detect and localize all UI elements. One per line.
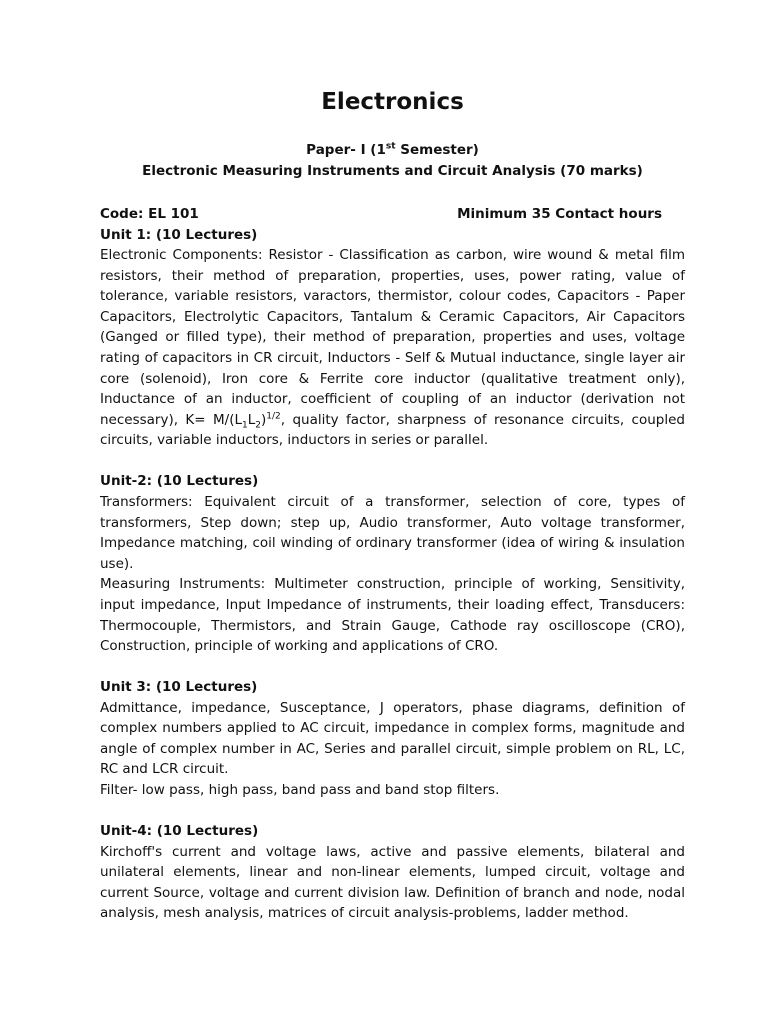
formula-sub-2: 2 — [255, 420, 261, 431]
unit-4-circuit-laws: Kirchoff's current and voltage laws, active and passive elements, bilateral and unilateral elements, linear and non-linear elements, lumped circuit, voltage and current Source, voltage and current division law. Definition of branch and node, nodal analysis, mesh analysis, matrices of circuit analysis-problems, ladder method. — [100, 843, 685, 922]
page-title: Electronics — [321, 89, 464, 115]
formula-close: ) — [260, 411, 267, 428]
paper-ordinal-sup: st — [385, 141, 396, 152]
paper-suffix: Semester) — [395, 142, 479, 158]
code-row — [100, 204, 685, 225]
contact-hours: Minimum 35 Contact hours — [457, 206, 662, 222]
unit-1-section — [100, 225, 685, 451]
unit-1-heading: Unit 1: (10 Lectures) — [100, 226, 258, 243]
formula-mid: L — [247, 411, 256, 428]
paper-prefix: Paper- I (1 — [306, 142, 386, 158]
unit-2-transformers: Transformers: Equivalent circuit of a transformer, selection of core, types of transformers, Step down; step up, Audio transformer, Auto voltage transformer, Impedance matching, coil winding of ordinary transformer (idea of wiring & insulation use). — [100, 493, 685, 572]
paper-heading — [100, 140, 685, 161]
unit-1-body — [100, 245, 685, 451]
unit-4-section — [100, 821, 685, 924]
section-gap — [100, 657, 685, 678]
unit-1-body-text-end: , quality factor, sharpness of resonance circuits, coupled circuits, variable inductors, inductors in series or parallel. — [100, 411, 685, 449]
unit-2-heading: Unit-2: (10 Lectures) — [100, 473, 259, 490]
unit-2-measuring-instruments: Measuring Instruments: Multimeter construction, principle of working, Sensitivity, input impedance, Input Impedance of instruments, their loading effect, Transducers: Thermocouple, Thermistors, and Strain Gauge, Cathode ray oscilloscope (CRO), Construction, principle of working and applications of CRO. — [100, 576, 685, 655]
section-gap — [100, 451, 685, 472]
unit-3-section — [100, 677, 685, 800]
unit-3-complex-numbers: Admittance, impedance, Susceptance, J operators, phase diagrams, definition of complex numbers applied to AC circuit, impedance in complex forms, magnitude and angle of complex number in AC, Series and parallel circuit, simple problem on RL, LC, RC and LCR circuit. — [100, 699, 685, 778]
subject-heading: Electronic Measuring Instruments and Circuit Analysis (70 marks) — [142, 163, 643, 179]
formula-sup: 1/2 — [266, 411, 281, 422]
unit-3-heading: Unit 3: (10 Lectures) — [100, 679, 258, 696]
section-gap — [100, 801, 685, 822]
unit-3-filters: Filter- low pass, high pass, band pass and band stop filters. — [100, 782, 500, 799]
course-code: Code: EL 101 — [100, 206, 199, 222]
unit-2-section — [100, 471, 685, 656]
unit-4-heading: Unit-4: (10 Lectures) — [100, 823, 259, 840]
unit-1-body-text: Electronic Components: Resistor - Classification as carbon, wire wound & metal film resistors, their method of preparation, properties, uses, power rating, value of tolerance, variable resistors, varactors, thermistor, colour codes, Capacitors - Paper Capacitors, Electrolytic Capacitors, Tantalum & Ceramic Capacitors, Air Capacitors (Ganged or filled type), their method of preparation, properties and uses, voltage rating of capacitors in CR circuit, Inductors - Self & Mutual inductance, single layer air core (solenoid), Iron core & Ferrite core inductor (qualitative treatment only), Inductance of an inductor, coefficient of coupling of an inductor (derivation not necessary), K= M/(L — [100, 247, 685, 428]
formula-sub-1: 1 — [241, 420, 248, 431]
syllabus-page — [100, 84, 685, 924]
